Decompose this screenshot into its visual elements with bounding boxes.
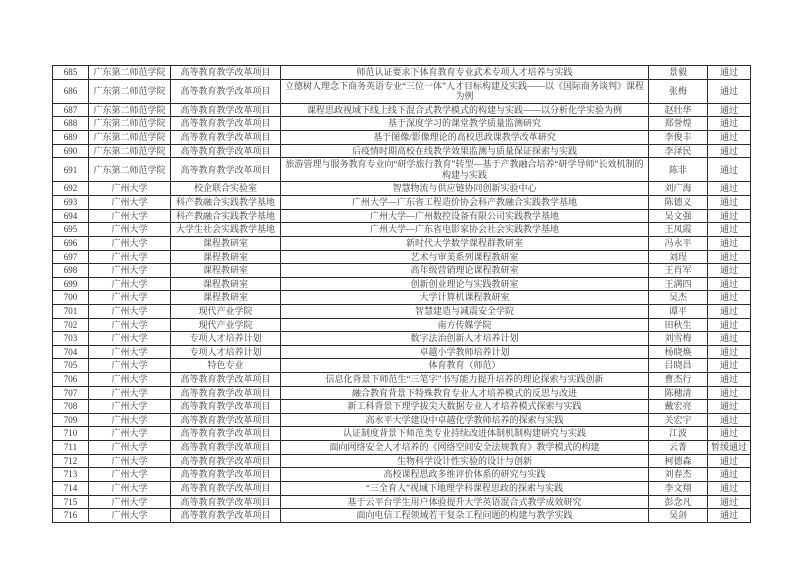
cell-project-title: 信息化背景下师范生“三笔字”书写能力提升培养的理论探索与实践创新 xyxy=(281,373,649,387)
table-row xyxy=(53,400,751,414)
cell-leader-name: 王肖军 xyxy=(649,264,708,278)
table-row xyxy=(53,236,751,250)
table-row xyxy=(53,332,751,346)
cell-project-type: 高等教育教学改革项目 xyxy=(171,413,281,427)
cell-leader-name: 陈德义 xyxy=(649,196,708,210)
cell-serial-number: 693 xyxy=(53,196,89,210)
cell-project-title: 融合教育背景下特殊教育专业人才培养模式的反思与改进 xyxy=(281,386,649,400)
cell-institution: 广州大学 xyxy=(89,318,171,332)
cell-serial-number: 697 xyxy=(53,250,89,264)
table-row xyxy=(53,318,751,332)
cell-project-type: 专项人才培养计划 xyxy=(171,345,281,359)
cell-project-title: 南方传媒学院 xyxy=(281,318,649,332)
cell-project-type: 高等教育教学改革项目 xyxy=(171,117,281,131)
table-row xyxy=(53,131,751,145)
cell-serial-number: 712 xyxy=(53,454,89,468)
cell-serial-number: 701 xyxy=(53,304,89,318)
cell-project-title: 基于深度学习的课堂教学质量监测研究 xyxy=(281,117,649,131)
results-table xyxy=(52,65,751,523)
cell-result-status: 通过 xyxy=(708,345,751,359)
table-row xyxy=(53,304,751,318)
cell-institution: 广州大学 xyxy=(89,345,171,359)
cell-leader-name: 江波 xyxy=(649,427,708,441)
cell-institution: 广东第二师范学院 xyxy=(89,66,171,80)
cell-serial-number: 703 xyxy=(53,332,89,346)
cell-leader-name: 云菁 xyxy=(649,441,708,455)
cell-serial-number: 699 xyxy=(53,277,89,291)
table-row xyxy=(53,509,751,523)
cell-result-status: 通过 xyxy=(708,495,751,509)
cell-serial-number: 689 xyxy=(53,131,89,145)
cell-institution: 广州大学 xyxy=(89,509,171,523)
cell-institution: 广州大学 xyxy=(89,236,171,250)
cell-institution: 广州大学 xyxy=(89,196,171,210)
table-row xyxy=(53,386,751,400)
cell-project-title: 师范认证要求下体育教育专业武术专项人才培养与实践 xyxy=(281,66,649,80)
cell-project-title: 课程思政视域下线上线下混合式教学模式的构建与实践——以分析化学实验为例 xyxy=(281,103,649,117)
table-row xyxy=(53,158,751,182)
cell-project-title: 后疫情时期高校在线教学效果监测与质量保证探索与实践 xyxy=(281,144,649,158)
cell-serial-number: 715 xyxy=(53,495,89,509)
cell-project-title: 广州大学—广东省电影家协会社会实践教学基地 xyxy=(281,223,649,237)
cell-serial-number: 696 xyxy=(53,236,89,250)
cell-serial-number: 685 xyxy=(53,66,89,80)
cell-leader-name: 赵壮华 xyxy=(649,103,708,117)
table-row xyxy=(53,468,751,482)
cell-project-type: 专项人才培养计划 xyxy=(171,332,281,346)
cell-project-title: 面向网络安全人才培养的《网络空间安全法规教育》教学模式的构建 xyxy=(281,441,649,455)
cell-result-status: 通过 xyxy=(708,158,751,182)
cell-leader-name: 彭念凡 xyxy=(649,495,708,509)
cell-result-status: 通过 xyxy=(708,117,751,131)
cell-result-status: 通过 xyxy=(708,318,751,332)
table-row xyxy=(53,454,751,468)
cell-serial-number: 700 xyxy=(53,291,89,305)
cell-project-type: 高等教育教学改革项目 xyxy=(171,441,281,455)
cell-project-type: 高等教育教学改革项目 xyxy=(171,144,281,158)
cell-serial-number: 705 xyxy=(53,359,89,373)
table-row xyxy=(53,144,751,158)
cell-result-status: 通过 xyxy=(708,66,751,80)
cell-leader-name: 李文翔 xyxy=(649,481,708,495)
cell-project-type: 大学生社会实践教学基地 xyxy=(171,223,281,237)
cell-institution: 广州大学 xyxy=(89,413,171,427)
cell-project-type: 高等教育教学改革项目 xyxy=(171,66,281,80)
cell-result-status: 通过 xyxy=(708,400,751,414)
cell-result-status: 通过 xyxy=(708,103,751,117)
cell-result-status: 通过 xyxy=(708,359,751,373)
cell-leader-name: 刘广海 xyxy=(649,182,708,196)
cell-project-type: 现代产业学院 xyxy=(171,318,281,332)
cell-serial-number: 688 xyxy=(53,117,89,131)
cell-project-title: 创新创业理论与实践教研室 xyxy=(281,277,649,291)
cell-project-type: 特色专业 xyxy=(171,359,281,373)
cell-project-type: 高等教育教学改革项目 xyxy=(171,468,281,482)
cell-institution: 广东第二师范学院 xyxy=(89,117,171,131)
cell-project-type: 科产教融合实践教学基地 xyxy=(171,209,281,223)
cell-leader-name: 柯德森 xyxy=(649,454,708,468)
cell-institution: 广州大学 xyxy=(89,223,171,237)
table-row xyxy=(53,196,751,210)
cell-project-title: 基于云平台学生用户体验提升大学英语混合式教学成效研究 xyxy=(281,495,649,509)
cell-serial-number: 698 xyxy=(53,264,89,278)
cell-project-title: 卓越小学教师培养计划 xyxy=(281,345,649,359)
cell-leader-name: 杨晓焕 xyxy=(649,345,708,359)
cell-leader-name: 李俊丰 xyxy=(649,131,708,145)
cell-leader-name: 刘春杰 xyxy=(649,468,708,482)
cell-project-title: 新工科背景下理学拔尖大数据专业人才培养模式探索与实践 xyxy=(281,400,649,414)
cell-institution: 广州大学 xyxy=(89,182,171,196)
cell-project-title: 体育教育（师范） xyxy=(281,359,649,373)
cell-serial-number: 692 xyxy=(53,182,89,196)
cell-result-status: 通过 xyxy=(708,332,751,346)
cell-project-title: 大学计算机课程教研室 xyxy=(281,291,649,305)
cell-institution: 广州大学 xyxy=(89,250,171,264)
cell-result-status: 通过 xyxy=(708,509,751,523)
cell-serial-number: 710 xyxy=(53,427,89,441)
cell-institution: 广州大学 xyxy=(89,468,171,482)
cell-project-title: 立德树人理念下商务英语专业“三位一体”人才目标构建及实践——以《国际商务谈判》课程为例 xyxy=(281,79,649,103)
table-row xyxy=(53,495,751,509)
cell-leader-name: 冯永平 xyxy=(649,236,708,250)
cell-result-status: 通过 xyxy=(708,264,751,278)
cell-project-title: 数字法治创新人才培养计划 xyxy=(281,332,649,346)
table-row xyxy=(53,291,751,305)
cell-project-type: 科产教融合实践教学基地 xyxy=(171,196,281,210)
cell-project-type: 高等教育教学改革项目 xyxy=(171,103,281,117)
cell-leader-name: 王凤霞 xyxy=(649,223,708,237)
cell-institution: 广州大学 xyxy=(89,359,171,373)
cell-leader-name: 陈非 xyxy=(649,158,708,182)
cell-leader-name: 刘珵 xyxy=(649,250,708,264)
cell-result-status: 通过 xyxy=(708,182,751,196)
table-row xyxy=(53,277,751,291)
cell-institution: 广州大学 xyxy=(89,441,171,455)
cell-result-status: 通过 xyxy=(708,131,751,145)
table-row xyxy=(53,103,751,117)
cell-project-type: 高等教育教学改革项目 xyxy=(171,427,281,441)
cell-result-status: 通过 xyxy=(708,454,751,468)
cell-serial-number: 706 xyxy=(53,373,89,387)
cell-institution: 广东第二师范学院 xyxy=(89,79,171,103)
cell-serial-number: 690 xyxy=(53,144,89,158)
cell-institution: 广州大学 xyxy=(89,291,171,305)
table-row xyxy=(53,427,751,441)
cell-project-type: 课程教研室 xyxy=(171,291,281,305)
cell-serial-number: 707 xyxy=(53,386,89,400)
cell-project-type: 课程教研室 xyxy=(171,264,281,278)
cell-project-type: 高等教育教学改革项目 xyxy=(171,454,281,468)
cell-institution: 广州大学 xyxy=(89,373,171,387)
cell-serial-number: 691 xyxy=(53,158,89,182)
cell-serial-number: 714 xyxy=(53,481,89,495)
cell-project-title: 智慧物流与供应链协同创新实验中心 xyxy=(281,182,649,196)
table-row xyxy=(53,264,751,278)
cell-project-type: 高等教育教学改革项目 xyxy=(171,131,281,145)
cell-project-type: 高等教育教学改革项目 xyxy=(171,400,281,414)
cell-result-status: 通过 xyxy=(708,209,751,223)
cell-leader-name: 田秋生 xyxy=(649,318,708,332)
cell-project-type: 高等教育教学改革项目 xyxy=(171,481,281,495)
cell-institution: 广州大学 xyxy=(89,400,171,414)
cell-leader-name: 戴宏亮 xyxy=(649,400,708,414)
cell-result-status: 通过 xyxy=(708,481,751,495)
cell-leader-name: 关宏宇 xyxy=(649,413,708,427)
cell-institution: 广州大学 xyxy=(89,332,171,346)
cell-serial-number: 716 xyxy=(53,509,89,523)
cell-institution: 广州大学 xyxy=(89,481,171,495)
table-row xyxy=(53,373,751,387)
cell-project-title: 生物科学设计性实验的设计与创新 xyxy=(281,454,649,468)
cell-project-title: 高校课程思政多维评价体系的研究与实践 xyxy=(281,468,649,482)
cell-institution: 广东第二师范学院 xyxy=(89,103,171,117)
cell-institution: 广州大学 xyxy=(89,454,171,468)
cell-institution: 广州大学 xyxy=(89,277,171,291)
cell-project-title: 旅游管理与服务教育专业向“研学旅行教育”转型—基于产教融合培养“研学导师”长效机制的构建与实践 xyxy=(281,158,649,182)
cell-project-type: 校企联合实验室 xyxy=(171,182,281,196)
table-row xyxy=(53,66,751,80)
cell-project-title: 新时代大学数学课程群教研室 xyxy=(281,236,649,250)
cell-result-status: 通过 xyxy=(708,291,751,305)
cell-project-type: 课程教研室 xyxy=(171,250,281,264)
table-row xyxy=(53,182,751,196)
table-row xyxy=(53,223,751,237)
cell-serial-number: 686 xyxy=(53,79,89,103)
cell-result-status: 通过 xyxy=(708,373,751,387)
cell-serial-number: 695 xyxy=(53,223,89,237)
cell-project-title: 高年级营销理论课程教研室 xyxy=(281,264,649,278)
cell-result-status: 通过 xyxy=(708,144,751,158)
table-row xyxy=(53,441,751,455)
cell-project-title: 高水平大学建设中卓越化学教师培养的探索与实践 xyxy=(281,413,649,427)
results-table-body xyxy=(53,66,751,523)
cell-serial-number: 702 xyxy=(53,318,89,332)
cell-institution: 广东第二师范学院 xyxy=(89,158,171,182)
cell-institution: 广东第二师范学院 xyxy=(89,131,171,145)
cell-serial-number: 694 xyxy=(53,209,89,223)
cell-serial-number: 704 xyxy=(53,345,89,359)
cell-result-status: 暂缓通过 xyxy=(708,441,751,455)
cell-leader-name: 谭平 xyxy=(649,304,708,318)
cell-project-type: 高等教育教学改革项目 xyxy=(171,79,281,103)
cell-leader-name: 陈穗清 xyxy=(649,386,708,400)
cell-result-status: 通过 xyxy=(708,427,751,441)
cell-result-status: 通过 xyxy=(708,304,751,318)
cell-project-title: 认证制度背景下师范类专业持续改进体制机制构建研究与实践 xyxy=(281,427,649,441)
cell-serial-number: 711 xyxy=(53,441,89,455)
table-row xyxy=(53,79,751,103)
cell-project-title: “三全育人”视域下地理学科课程思政的探索与实践 xyxy=(281,481,649,495)
cell-result-status: 通过 xyxy=(708,413,751,427)
cell-institution: 广东第二师范学院 xyxy=(89,144,171,158)
cell-project-type: 高等教育教学改革项目 xyxy=(171,158,281,182)
cell-leader-name: 吕晓昌 xyxy=(649,359,708,373)
cell-institution: 广州大学 xyxy=(89,264,171,278)
cell-project-title: 面向电信工程领域若干复杂工程问题的构建与教学实践 xyxy=(281,509,649,523)
cell-leader-name: 王满四 xyxy=(649,277,708,291)
cell-project-title: 智慧建造与减震安全学院 xyxy=(281,304,649,318)
cell-leader-name: 曹杰行 xyxy=(649,373,708,387)
cell-leader-name: 吴文强 xyxy=(649,209,708,223)
cell-project-type: 高等教育教学改革项目 xyxy=(171,386,281,400)
cell-project-type: 高等教育教学改革项目 xyxy=(171,509,281,523)
cell-result-status: 通过 xyxy=(708,386,751,400)
cell-serial-number: 687 xyxy=(53,103,89,117)
cell-result-status: 通过 xyxy=(708,79,751,103)
cell-serial-number: 709 xyxy=(53,413,89,427)
cell-result-status: 通过 xyxy=(708,236,751,250)
cell-project-type: 高等教育教学改革项目 xyxy=(171,373,281,387)
table-row xyxy=(53,117,751,131)
cell-institution: 广州大学 xyxy=(89,304,171,318)
cell-serial-number: 713 xyxy=(53,468,89,482)
cell-leader-name: 郑誉煌 xyxy=(649,117,708,131)
table-row xyxy=(53,250,751,264)
cell-institution: 广州大学 xyxy=(89,495,171,509)
cell-project-type: 课程教研室 xyxy=(171,236,281,250)
table-row xyxy=(53,209,751,223)
cell-leader-name: 吴剑 xyxy=(649,509,708,523)
cell-project-title: 广州大学—广东省工程造价协会科产教融合实践教学基地 xyxy=(281,196,649,210)
table-row xyxy=(53,481,751,495)
cell-project-type: 课程教研室 xyxy=(171,277,281,291)
cell-result-status: 通过 xyxy=(708,468,751,482)
cell-institution: 广州大学 xyxy=(89,209,171,223)
cell-project-type: 现代产业学院 xyxy=(171,304,281,318)
cell-institution: 广州大学 xyxy=(89,386,171,400)
cell-serial-number: 708 xyxy=(53,400,89,414)
cell-result-status: 通过 xyxy=(708,250,751,264)
cell-leader-name: 景毅 xyxy=(649,66,708,80)
table-row xyxy=(53,359,751,373)
cell-project-title: 艺术与审美系列课程教研室 xyxy=(281,250,649,264)
cell-leader-name: 张梅 xyxy=(649,79,708,103)
cell-institution: 广州大学 xyxy=(89,427,171,441)
cell-project-title: 基于图像/影像理论的高校思政课教学改革研究 xyxy=(281,131,649,145)
cell-result-status: 通过 xyxy=(708,277,751,291)
table-row xyxy=(53,413,751,427)
cell-result-status: 通过 xyxy=(708,223,751,237)
cell-project-title: 广州大学—广州数控设备有限公司实践教学基地 xyxy=(281,209,649,223)
cell-leader-name: 吴杰 xyxy=(649,291,708,305)
cell-project-type: 高等教育教学改革项目 xyxy=(171,495,281,509)
table-row xyxy=(53,345,751,359)
cell-result-status: 通过 xyxy=(708,196,751,210)
cell-leader-name: 刘雪梅 xyxy=(649,332,708,346)
cell-leader-name: 李泽民 xyxy=(649,144,708,158)
